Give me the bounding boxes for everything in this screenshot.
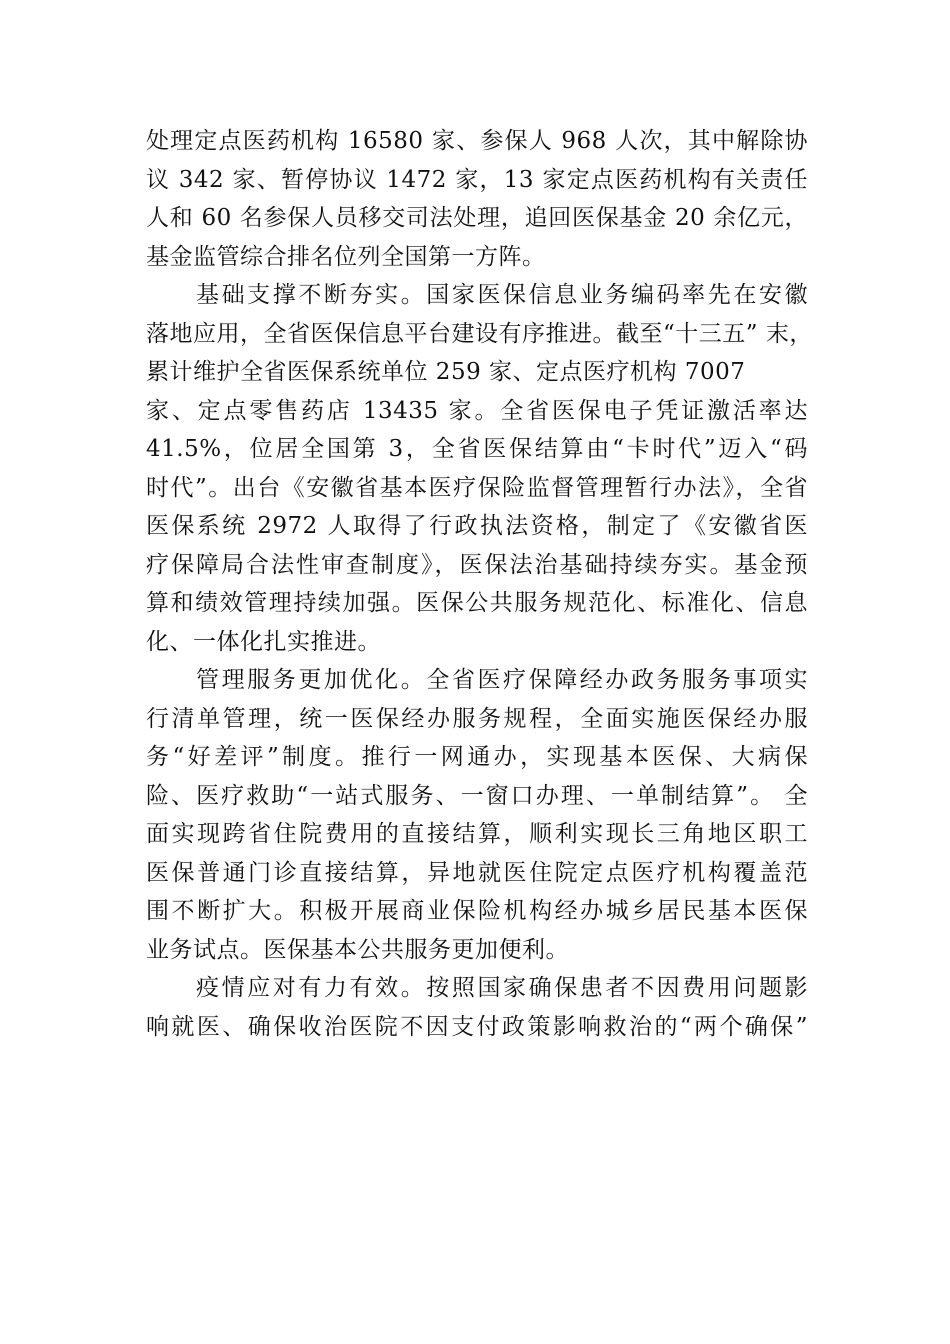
text-line: 疗保障局合法性审查制度》，医保法治基础持续夯实。基金预 [146, 551, 808, 578]
text-line: 险、医疗救助“一站式服务、一窗口办理、一单制结算”。 全 [146, 782, 808, 809]
text-line: 议 342 家、暂停协议 1472 家，13 家定点医药机构有关责任 [146, 166, 808, 193]
text-line: 化、一体化扎实推进。 [146, 628, 381, 655]
text-line: 面实现跨省住院费用的直接结算，顺利实现长三角地区职工 [146, 821, 808, 847]
text-line: 时代”。出台《安徽省基本医疗保险监督管理暂行办法》，全省 [146, 474, 808, 501]
paragraph [146, 122, 808, 276]
text-line: 疫情应对有力有效。按照国家确保患者不因费用问题影 [196, 975, 808, 1001]
text-line: 业务试点。医保基本公共服务更加便利。 [146, 936, 569, 963]
text-line: 41.5%，位居全国第 3，全省医保结算由“卡时代”迈入“码 [146, 436, 808, 462]
text-line: 累计维护全省医保系统单位 259 家、定点医疗机构 7007 [146, 359, 746, 385]
text-line: 围不断扩大。积极开展商业保险机构经办城乡居民基本医保 [146, 898, 808, 924]
text-line: 管理服务更加优化。全省医疗保障经办政务服务事项实 [196, 667, 808, 693]
text-line: 家、定点零售药店 13435 家。全省医保电子凭证激活率达 [146, 397, 808, 424]
document-body [146, 122, 813, 1046]
text-line: 基础支撑不断夯实。国家医保信息业务编码率先在安徽 [196, 282, 808, 308]
text-line: 响就医、确保收治医院不因支付政策影响救治的“两个确保” [146, 1013, 808, 1040]
paragraph [146, 661, 808, 969]
text-line: 处理定点医药机构 16580 家、参保人 968 人次，其中解除协 [146, 128, 808, 154]
text-line: 医保普通门诊直接结算，异地就医住院定点医疗机构覆盖范 [146, 859, 808, 886]
text-line: 人和 60 名参保人员移交司法处理，追回医保基金 20 余亿元， [146, 205, 808, 231]
text-line: 基金监管综合排名位列全国第一方阵。 [146, 243, 546, 270]
text-line: 务“好差评”制度。推行一网通办，实现基本医保、大病保 [146, 744, 808, 770]
text-line: 落地应用，全省医保信息平台建设有序推进。截至“十三五” 末， [146, 320, 813, 347]
text-line: 行清单管理，统一医保经办服务规程，全面实施医保经办服 [146, 705, 808, 732]
paragraph [146, 969, 808, 1046]
text-line: 算和绩效管理持续加强。医保公共服务规范化、标准化、信息 [146, 590, 808, 616]
text-line: 医保系统 2972 人取得了行政执法资格，制定了《安徽省医 [146, 513, 808, 539]
paragraph [146, 276, 813, 661]
